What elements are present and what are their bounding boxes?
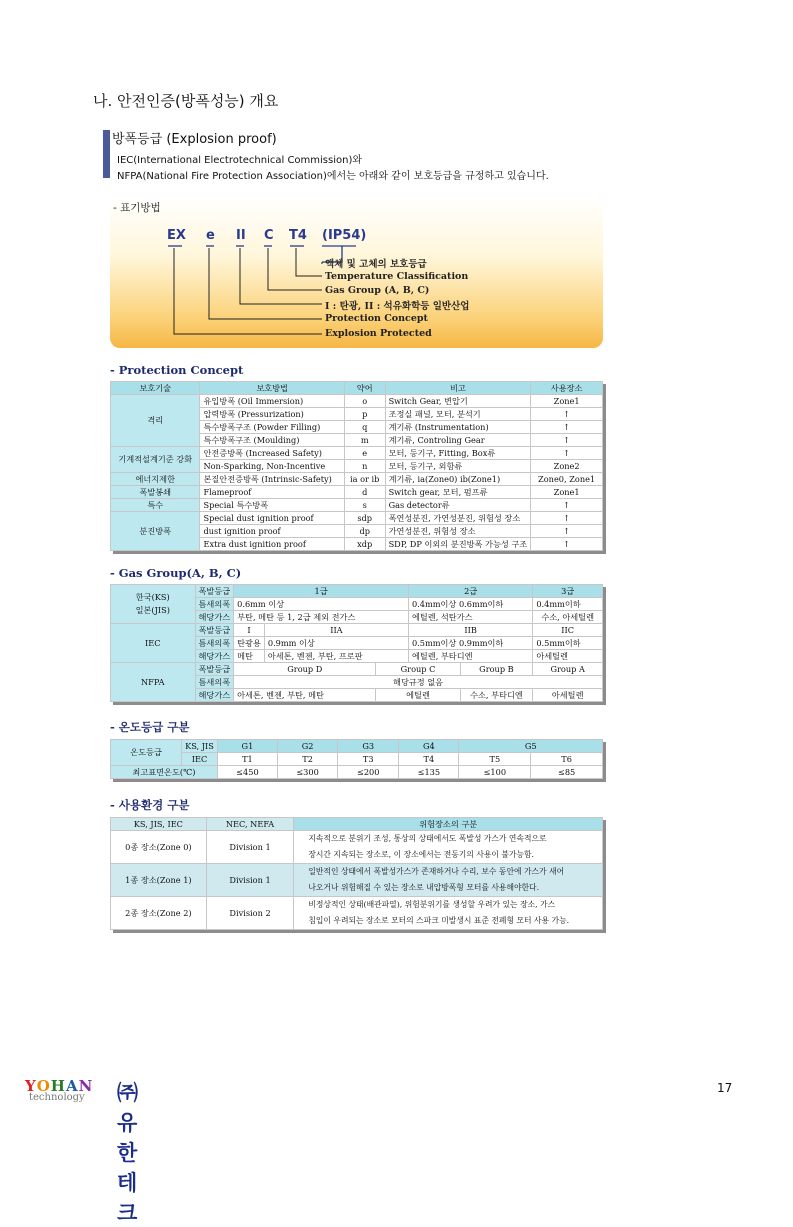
protection-concept-table bbox=[110, 381, 603, 551]
method-cell: 특수방폭구조 (Powder Filling) bbox=[200, 421, 344, 434]
abbr-cell: s bbox=[344, 499, 385, 512]
note-cell: 조정실 패널, 모터, 분석기 bbox=[385, 408, 531, 421]
logo-letter: O bbox=[36, 1077, 51, 1095]
desc-line: 침입이 우려되는 장소로 모터의 스파크 미발생시 표준 전폐형 모터 사용 가능. bbox=[308, 916, 570, 925]
gas-cell: 부탄, 메탄 등 1, 2급 제외 전가스 bbox=[234, 611, 409, 624]
note-cell: 모터, 등기구, Fitting, Box류 bbox=[385, 447, 531, 460]
division-cell: Division 2 bbox=[206, 897, 294, 930]
region-ks: 한국(KS) bbox=[135, 592, 170, 602]
notation-item-temp: Temperature Classification bbox=[325, 271, 469, 282]
place-cell: Zone1 bbox=[531, 395, 603, 408]
abbr-cell: ia or ib bbox=[344, 473, 385, 486]
grade-cell: IIB bbox=[408, 624, 532, 637]
note-cell: Switch Gear, 변압기 bbox=[385, 395, 531, 408]
note-cell: 계기류 (Instrumentation) bbox=[385, 421, 531, 434]
region-cell bbox=[111, 585, 196, 624]
gas-group-table bbox=[110, 584, 603, 702]
gap-cell: 탄광용 bbox=[234, 637, 265, 650]
grade-cell: Group B bbox=[460, 663, 533, 676]
method-cell: dust ignition proof bbox=[200, 525, 344, 538]
desc-cell bbox=[294, 864, 603, 897]
max-temp: ≤100 bbox=[459, 766, 531, 779]
gas-group-heading: - Gas Group(A, B, C) bbox=[110, 566, 242, 580]
iec-grade: T2 bbox=[278, 753, 338, 766]
notation-item-ip: 액체 및 고체의 보호등급 bbox=[325, 259, 427, 270]
row-label: 온도등급 bbox=[111, 740, 182, 766]
gap-cell: 0.4mm이하 bbox=[533, 598, 603, 611]
group-cell: 격리 bbox=[111, 395, 200, 447]
code-ex: EX bbox=[167, 228, 186, 243]
col-header: 약어 bbox=[344, 382, 385, 395]
row-label: 폭발등급 bbox=[195, 624, 234, 637]
table-header-row bbox=[111, 382, 603, 395]
gas-cell: 수소, 부타디엔 bbox=[460, 689, 533, 702]
row-label: 틈새의폭 bbox=[195, 598, 234, 611]
method-cell: 압력방폭 (Pressurization) bbox=[200, 408, 344, 421]
iec-grade: T5 bbox=[459, 753, 531, 766]
notation-item-explosion: Explosion Protected bbox=[325, 328, 432, 339]
row-label: 해당가스 bbox=[195, 611, 234, 624]
table-row bbox=[111, 864, 603, 897]
note-cell: 폭연성분진, 가연성분진, 위험성 장소 bbox=[385, 512, 531, 525]
method-cell: 특수방폭구조 (Moulding) bbox=[200, 434, 344, 447]
protection-concept-heading: - Protection Concept bbox=[110, 363, 244, 377]
abbr-cell: q bbox=[344, 421, 385, 434]
place-cell: ↑ bbox=[531, 525, 603, 538]
group-cell: 에너지제한 bbox=[111, 473, 200, 486]
ks-grade: G5 bbox=[459, 740, 603, 753]
method-cell: Flameproof bbox=[200, 486, 344, 499]
method-cell: Extra dust ignition proof bbox=[200, 538, 344, 551]
desc-line: 지속적으로 분위기 조성, 통상의 상태에서도 폭발성 가스가 연속적으로 bbox=[308, 834, 547, 843]
place-cell: ↑ bbox=[531, 538, 603, 551]
iec-grade: T3 bbox=[338, 753, 399, 766]
temperature-heading: - 온도등급 구분 bbox=[110, 720, 190, 734]
desc-cell bbox=[294, 831, 603, 864]
note-cell: 계기류, ia(Zone0) ib(Zone1) bbox=[385, 473, 531, 486]
group-cell: 기계적설계기준 강화 bbox=[111, 447, 200, 473]
notation-item-gas: Gas Group (A, B, C) bbox=[325, 285, 430, 296]
table-row bbox=[111, 663, 603, 676]
row-label: 틈새의폭 bbox=[195, 637, 234, 650]
place-cell: ↑ bbox=[531, 434, 603, 447]
gas-cell: 아세틸렌 bbox=[533, 650, 603, 663]
table-row bbox=[111, 447, 603, 460]
table-row bbox=[111, 585, 603, 598]
code-c: C bbox=[264, 228, 274, 243]
ks-grade: G1 bbox=[217, 740, 277, 753]
row-label: 틈새의폭 bbox=[195, 676, 234, 689]
desc-line: 비정상적인 상태(배관파열), 위험분위기를 생성할 우려가 있는 장소, 가스 bbox=[308, 900, 556, 909]
section-marker bbox=[103, 130, 110, 178]
place-cell: ↑ bbox=[531, 499, 603, 512]
max-temp: ≤135 bbox=[399, 766, 459, 779]
gas-cell: 에틸렌 bbox=[376, 689, 460, 702]
method-cell: 안전증방폭 (Increased Safety) bbox=[200, 447, 344, 460]
gap-cell: 0.9mm 이상 bbox=[264, 637, 408, 650]
note-cell: 계기류, Controling Gear bbox=[385, 434, 531, 447]
table-row bbox=[111, 831, 603, 864]
ks-grade: G2 bbox=[278, 740, 338, 753]
place-cell: ↑ bbox=[531, 408, 603, 421]
note-cell: SDP, DP 이외의 분진방폭 가능성 구조 bbox=[385, 538, 531, 551]
col-header: 보호기술 bbox=[111, 382, 200, 395]
region-cell: IEC bbox=[111, 624, 196, 663]
gap-cell: 0.4mm이상 0.6mm이하 bbox=[408, 598, 532, 611]
temperature-table bbox=[110, 739, 603, 779]
code-t4: T4 bbox=[289, 228, 307, 243]
notation-item-group: I : 탄광, II : 석유화학등 일반산업 bbox=[325, 301, 470, 312]
zone-cell: 0종 장소(Zone 0) bbox=[111, 831, 207, 864]
page-number: 17 bbox=[717, 1081, 733, 1095]
gap-cell: 해당규정 없음 bbox=[234, 676, 603, 689]
col-header: 보호방법 bbox=[200, 382, 344, 395]
division-cell: Division 1 bbox=[206, 864, 294, 897]
logo-letter: Y bbox=[25, 1077, 37, 1095]
place-cell: Zone0, Zone1 bbox=[531, 473, 603, 486]
max-temp: ≤300 bbox=[278, 766, 338, 779]
zone-cell: 1종 장소(Zone 1) bbox=[111, 864, 207, 897]
abbr-cell: m bbox=[344, 434, 385, 447]
table-row bbox=[111, 766, 603, 779]
max-temp: ≤85 bbox=[531, 766, 603, 779]
abbr-cell: d bbox=[344, 486, 385, 499]
division-cell: Division 1 bbox=[206, 831, 294, 864]
ks-grade: G4 bbox=[399, 740, 459, 753]
logo-letter: N bbox=[78, 1077, 94, 1095]
place-cell: ↑ bbox=[531, 421, 603, 434]
col-header: 비고 bbox=[385, 382, 531, 395]
intro-line-2: NFPA(National Fire Protection Association)에서는 아래와 같이 보호등급을 규정하고 있습니다. bbox=[117, 171, 549, 182]
desc-line: 나오거나 위험해질 수 있는 장소로 내압방폭형 모터를 사용해야한다. bbox=[308, 883, 540, 892]
logo-letter: H bbox=[50, 1077, 66, 1095]
note-cell: Gas detector류 bbox=[385, 499, 531, 512]
region-cell: NFPA bbox=[111, 663, 196, 702]
environment-heading: - 사용환경 구분 bbox=[110, 798, 190, 812]
gas-cell: 에틸렌, 부타디엔 bbox=[408, 650, 532, 663]
col-header: 사용장소 bbox=[531, 382, 603, 395]
grade-cell: IIA bbox=[264, 624, 408, 637]
grade-cell: I bbox=[234, 624, 265, 637]
logo-korean: ㈜유한테크 bbox=[117, 1081, 138, 1225]
region-jis: 일본(JIS) bbox=[135, 605, 170, 615]
grade-cell: 2급 bbox=[408, 585, 532, 598]
table-row bbox=[111, 740, 603, 753]
desc-cell bbox=[294, 897, 603, 930]
place-cell: ↑ bbox=[531, 512, 603, 525]
table-row bbox=[111, 753, 603, 766]
row-label: 해당가스 bbox=[195, 650, 234, 663]
note-cell: 가연성분진, 위험성 장소 bbox=[385, 525, 531, 538]
gap-cell: 0.5mm이하 bbox=[533, 637, 603, 650]
gas-cell: 아세톤, 벤젠, 부탄, 프로판 bbox=[264, 650, 408, 663]
grade-cell: Group C bbox=[376, 663, 460, 676]
col-header: NEC, NEFA bbox=[206, 818, 294, 831]
logo-mark bbox=[25, 1077, 115, 1105]
code-ip54: (IP54) bbox=[322, 228, 367, 243]
place-cell: Zone1 bbox=[531, 486, 603, 499]
abbr-cell: p bbox=[344, 408, 385, 421]
logo-letter: A bbox=[65, 1077, 79, 1095]
desc-line: 일반적인 상태에서 폭발성가스가 존재하거나 수리, 보수 동안에 가스가 새어 bbox=[308, 867, 565, 876]
row-label: 폭발등급 bbox=[195, 663, 234, 676]
table-row bbox=[111, 897, 603, 930]
method-cell: Special 특수방폭 bbox=[200, 499, 344, 512]
gas-cell: 아세톤, 벤젠, 부탄, 메탄 bbox=[234, 689, 376, 702]
table-row bbox=[111, 499, 603, 512]
zone-cell: 2종 장소(Zone 2) bbox=[111, 897, 207, 930]
gap-cell: 0.5mm이상 0.9mm이하 bbox=[408, 637, 532, 650]
gas-cell: 아세틸렌 bbox=[533, 689, 603, 702]
max-temp: ≤200 bbox=[338, 766, 399, 779]
notation-item-concept: Protection Concept bbox=[325, 313, 428, 324]
table-row bbox=[111, 473, 603, 486]
company-logo bbox=[25, 1077, 138, 1225]
note-cell: Switch gear, 모터, 펌프류 bbox=[385, 486, 531, 499]
abbr-cell: n bbox=[344, 460, 385, 473]
grade-cell: IIC bbox=[533, 624, 603, 637]
row-label: 최고표면온도(℃) bbox=[111, 766, 218, 779]
abbr-cell: xdp bbox=[344, 538, 385, 551]
grade-cell: Group A bbox=[533, 663, 603, 676]
max-temp: ≤450 bbox=[217, 766, 277, 779]
group-cell: 특수 bbox=[111, 499, 200, 512]
environment-table bbox=[110, 817, 603, 930]
logo-subtitle: technology bbox=[29, 1092, 85, 1103]
section-title: 방폭등급 (Explosion proof) bbox=[112, 132, 277, 147]
table-row bbox=[111, 486, 603, 499]
note-cell: 모터, 등기구, 외함류 bbox=[385, 460, 531, 473]
code-e: e bbox=[206, 228, 215, 243]
table-header-row bbox=[111, 818, 603, 831]
place-cell: ↑ bbox=[531, 447, 603, 460]
iec-grade: T1 bbox=[217, 753, 277, 766]
row-label: IEC bbox=[182, 753, 218, 766]
grade-cell: 1급 bbox=[234, 585, 409, 598]
grade-cell: 3급 bbox=[533, 585, 603, 598]
table-row bbox=[111, 395, 603, 408]
gas-cell: 수소, 아세틸렌 bbox=[533, 611, 603, 624]
notation-diagram bbox=[110, 196, 603, 348]
row-label: 해당가스 bbox=[195, 689, 234, 702]
method-cell: Special dust ignition proof bbox=[200, 512, 344, 525]
code-ii: II bbox=[236, 228, 246, 243]
group-cell: 분진방폭 bbox=[111, 512, 200, 551]
intro-line-1: IEC(International Electrotechnical Commission)와 bbox=[117, 155, 363, 166]
notation-heading: - 표기방법 bbox=[113, 202, 161, 214]
abbr-cell: e bbox=[344, 447, 385, 460]
desc-line: 장시간 지속되는 장소로, 이 장소에서는 전동기의 사용이 불가능함. bbox=[308, 850, 535, 859]
abbr-cell: sdp bbox=[344, 512, 385, 525]
gas-cell: 에틸렌, 석탄가스 bbox=[408, 611, 532, 624]
page-title: 나. 안전인증(방폭성능) 개요 bbox=[93, 92, 279, 110]
iec-grade: T4 bbox=[399, 753, 459, 766]
abbr-cell: o bbox=[344, 395, 385, 408]
method-cell: 본질안전증방폭 (Intrinsic-Safety) bbox=[200, 473, 344, 486]
method-cell: 유입방폭 (Oil Immersion) bbox=[200, 395, 344, 408]
row-label: 폭발등급 bbox=[195, 585, 234, 598]
gas-cell: 메탄 bbox=[234, 650, 265, 663]
abbr-cell: dp bbox=[344, 525, 385, 538]
grade-cell: Group D bbox=[234, 663, 376, 676]
table-row bbox=[111, 512, 603, 525]
gap-cell: 0.6mm 이상 bbox=[234, 598, 409, 611]
method-cell: Non-Sparking, Non-Incentive bbox=[200, 460, 344, 473]
table-row bbox=[111, 624, 603, 637]
row-label: KS, JIS bbox=[182, 740, 218, 753]
col-header: KS, JIS, IEC bbox=[111, 818, 207, 831]
group-cell: 폭발봉쇄 bbox=[111, 486, 200, 499]
iec-grade: T6 bbox=[531, 753, 603, 766]
ks-grade: G3 bbox=[338, 740, 399, 753]
col-header: 위험장소의 구분 bbox=[294, 818, 603, 831]
place-cell: Zone2 bbox=[531, 460, 603, 473]
